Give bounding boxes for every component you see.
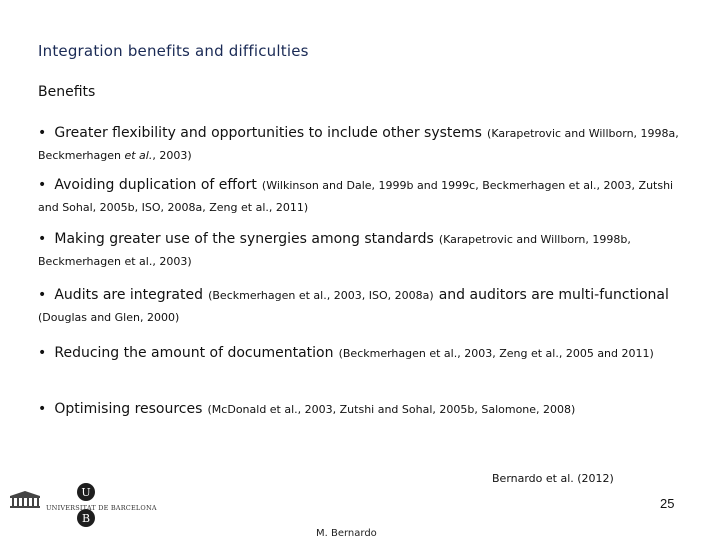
bullet-dot: •: [38, 345, 47, 361]
citation-italic: et al.: [124, 149, 153, 162]
bullet-citation: (Douglas and Glen, 2000): [38, 311, 180, 324]
bullet-dot: •: [38, 177, 47, 193]
bullet-citation: (Wilkinson and Dale, 1999b and 1999c, Beckmerhagen et al., 2003, Zutshi and Sohal, 2005b, ISO, 2008a, Zeng et al., 2011): [38, 179, 674, 214]
bullet-item: [38, 398, 688, 420]
bullet-text: Reducing the amount of documentation: [54, 345, 334, 361]
bullet-item: [38, 122, 688, 166]
citation-part: , 2003): [152, 149, 192, 162]
slide-title: Integration benefits and difficulties: [38, 42, 309, 60]
bullet-dot: •: [38, 401, 47, 417]
bullet-text: Avoiding duplication of effort: [54, 177, 257, 193]
bullet-item: [38, 174, 688, 218]
bullet-text: Making greater use of the synergies among standards: [54, 231, 434, 247]
bullet-citation: (Beckmerhagen et al., 2003, ISO, 2008a): [208, 289, 434, 302]
bullet-dot: •: [38, 125, 47, 141]
university-logo-icon: [6, 478, 136, 528]
university-name: UNIVERSITAT DE BARCELONA: [46, 504, 157, 512]
source-note: Bernardo et al. (2012): [492, 472, 614, 485]
bullet-item: [38, 284, 688, 328]
page-number: 25: [660, 496, 675, 511]
bullet-item: [38, 228, 688, 272]
svg-text:B: B: [81, 512, 91, 525]
bullet-citation: (McDonald et al., 2003, Zutshi and Sohal, 2005b, Salomone, 2008): [207, 403, 576, 416]
bullet-text: Greater flexibility and opportunities to include other systems: [54, 125, 482, 141]
bullet-dot: •: [38, 287, 47, 303]
bullet-dot: •: [38, 231, 47, 247]
bullet-text: Audits are integrated: [54, 287, 203, 303]
university-logo: [6, 478, 157, 528]
bullet-item: [38, 342, 688, 364]
author-footer: M. Bernardo: [316, 528, 377, 539]
citation-part: (Karapetrovic and Willborn, 1998a, Beckmerhagen: [38, 127, 679, 162]
bullet-text: Optimising resources: [54, 401, 203, 417]
bullet-citation: (Karapetrovic and Willborn, 1998b, Beckmerhagen et al., 2003): [38, 233, 631, 268]
bullet-citation: (Beckmerhagen et al., 2003, Zeng et al., 2005 and 2011): [338, 347, 654, 360]
svg-text:U: U: [81, 486, 91, 499]
section-heading: Benefits: [38, 84, 96, 100]
bullet-text: and auditors are multi-functional: [438, 287, 669, 303]
